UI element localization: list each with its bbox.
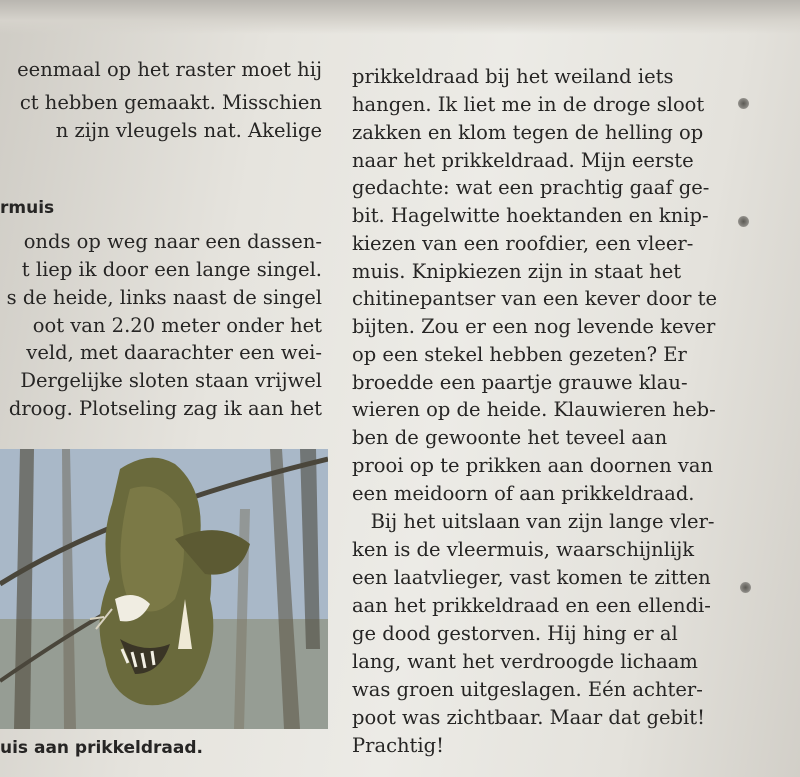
left-line: ct hebben gemaakt. Misschien: [19, 91, 322, 114]
punch-hole: [740, 582, 751, 593]
right-line: ken is de vleermuis, waarschijnlijk: [352, 538, 695, 561]
right-line: een laatvlieger, vast komen te zitten: [352, 566, 711, 589]
left-line: veld, met daarachter een wei-: [26, 341, 322, 364]
left-line: s de heide, links naast de singel: [6, 286, 322, 309]
right-line: lang, want het verdroogde lichaam: [352, 650, 698, 673]
right-line: chitinepantser van een kever door te: [352, 287, 717, 310]
right-line: zakken en klom tegen de helling op: [352, 121, 704, 144]
right-line: was groen uitgeslagen. Eén achter-: [352, 678, 703, 701]
left-line: eenmaal op het raster moet hij: [17, 58, 322, 81]
right-line: Prachtig!: [352, 734, 444, 757]
right-line: muis. Knipkiezen zijn in staat het: [352, 260, 682, 283]
left-line: t liep ik door een lange singel.: [21, 258, 322, 281]
right-line: hangen. Ik liet me in de droge sloot: [352, 93, 705, 116]
right-line: Bij het uitslaan van zijn lange vler-: [352, 510, 715, 533]
right-line: bit. Hagelwitte hoektanden en knip-: [352, 204, 709, 227]
right-line: broedde een paartje grauwe klau-: [352, 371, 688, 394]
photo-caption: uis aan prikkeldraad.: [0, 738, 203, 758]
right-line: naar het prikkeldraad. Mijn eerste: [352, 149, 694, 172]
right-line: poot was zichtbaar. Maar dat gebit!: [352, 706, 705, 729]
bat-photo: [0, 449, 328, 729]
right-line: prooi op te prikken aan doornen van: [352, 454, 714, 477]
section-heading: rmuis: [0, 198, 55, 218]
right-line: gedachte: wat een prachtig gaaf ge-: [352, 176, 710, 199]
punch-hole: [738, 216, 749, 227]
right-line: aan het prikkeldraad en een ellendi-: [352, 594, 711, 617]
left-line: oot van 2.20 meter onder het: [32, 314, 322, 337]
punch-hole: [738, 98, 749, 109]
right-line: ge dood gestorven. Hij hing er al: [352, 622, 678, 645]
right-line: prikkeldraad bij het weiland iets: [352, 65, 674, 88]
right-line: een meidoorn of aan prikkeldraad.: [352, 482, 695, 505]
right-line: bijten. Zou er een nog levende kever: [352, 315, 716, 338]
bat-photo-illustration: [0, 449, 328, 729]
paper-fold: [0, 0, 800, 34]
left-line: droog. Plotseling zag ik aan het: [8, 397, 322, 420]
right-line: wieren op de heide. Klauwieren heb-: [352, 398, 716, 421]
right-line: op een stekel hebben gezeten? Er: [352, 343, 687, 366]
right-line: ben de gewoonte het teveel aan: [352, 426, 668, 449]
left-line: n zijn vleugels nat. Akelige: [55, 119, 322, 142]
left-line: Dergelijke sloten staan vrijwel: [20, 369, 322, 392]
right-line: kiezen van een roofdier, een vleer-: [352, 232, 694, 255]
left-line: onds op weg naar een dassen-: [23, 230, 322, 253]
